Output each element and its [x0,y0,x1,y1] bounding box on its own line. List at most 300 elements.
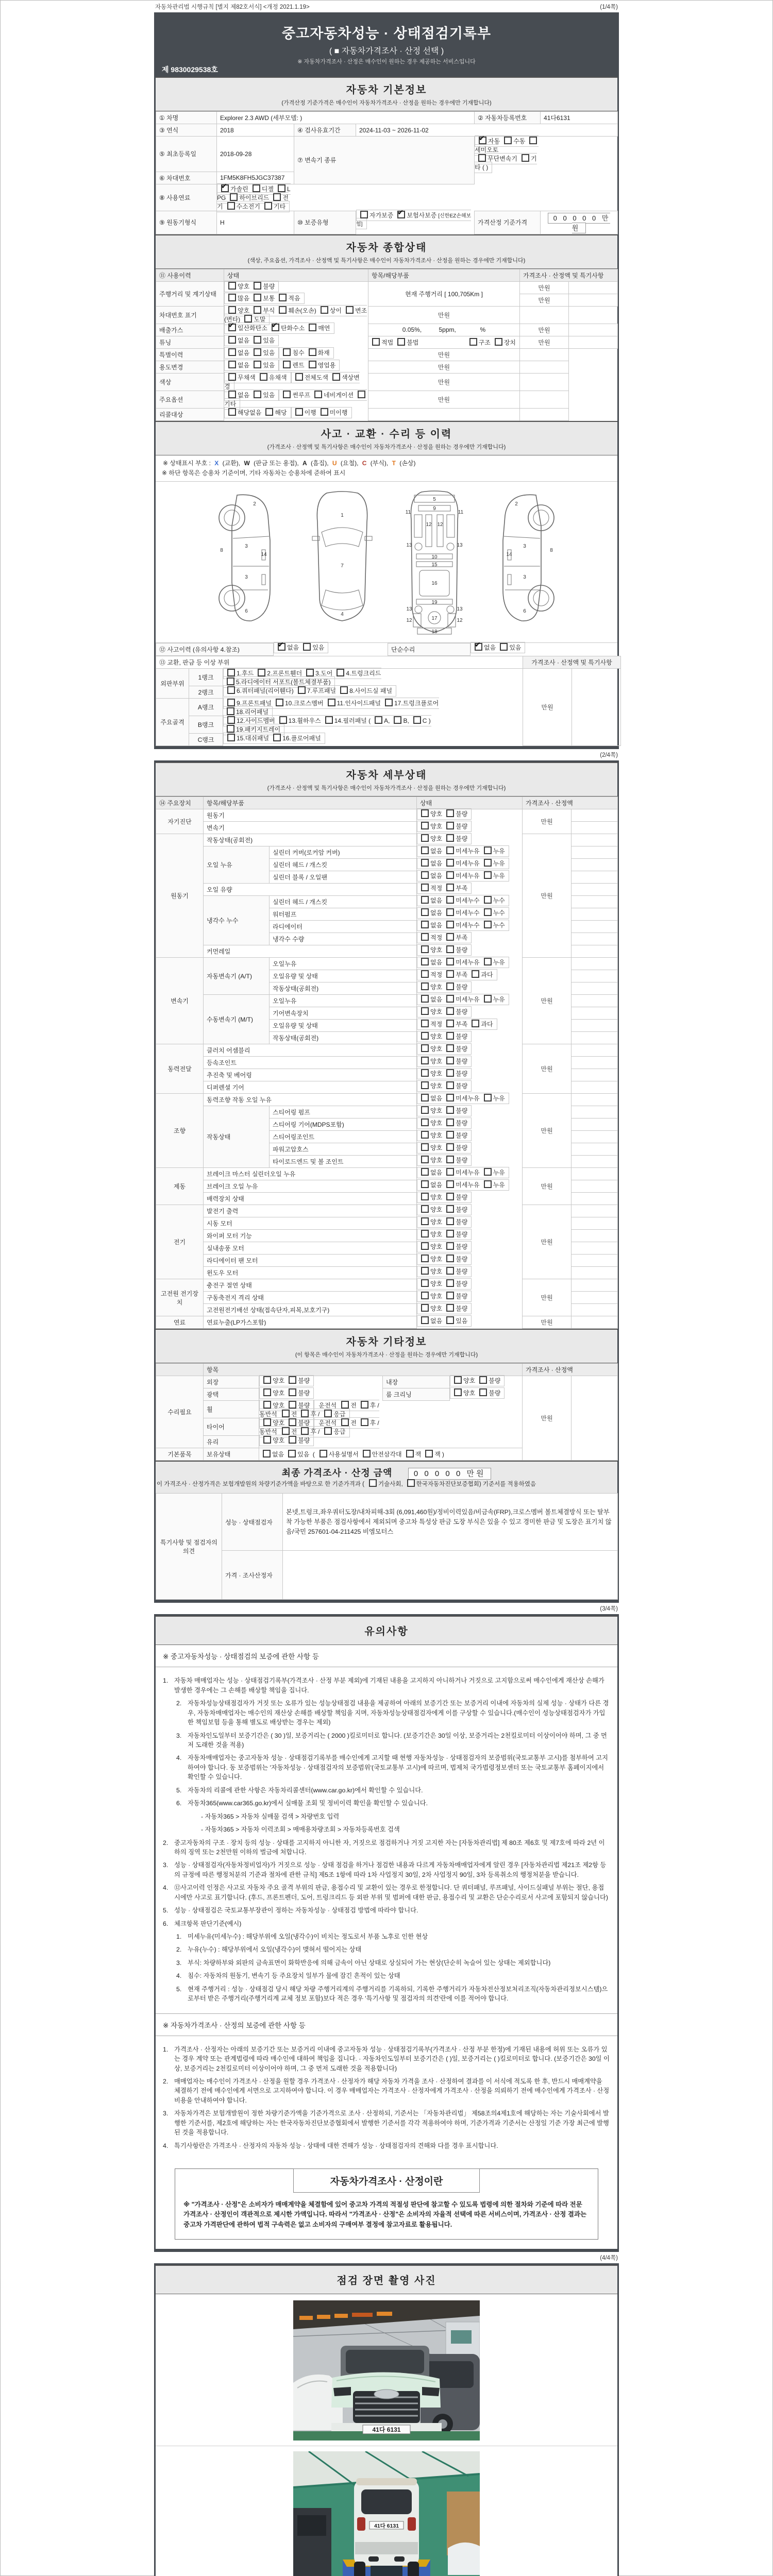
checkbox-label: 미세누유 [456,1168,480,1176]
checkbox-label: 양호 [430,983,443,991]
checkbox[interactable] [421,1044,429,1052]
checkbox[interactable] [446,1020,454,1027]
checkbox[interactable] [454,1376,462,1384]
checkbox-label: 미세누유 [456,1181,480,1189]
checkbox[interactable] [289,1376,296,1384]
checkbox-label: 양호 [430,1119,443,1127]
checkbox[interactable] [320,1450,327,1458]
checkbox[interactable] [421,846,429,854]
checkbox[interactable] [289,1418,296,1426]
checkbox[interactable] [421,958,429,965]
checkbox[interactable] [321,408,328,416]
checkbox[interactable] [263,1450,271,1458]
checkbox[interactable] [446,1205,454,1213]
checkbox[interactable] [325,716,333,724]
note-cell [572,1020,618,1032]
exterior-options [259,1375,314,1386]
item-label: 오일누유 [270,958,417,970]
legend-line-2: ※ 하단 항목은 승용차 기준이며, 기타 자동차는 승용차에 준하여 표시 [162,469,346,477]
checkbox[interactable] [421,1020,429,1027]
checkbox[interactable] [295,408,303,416]
checkbox[interactable] [228,294,236,301]
checkbox[interactable] [446,1156,454,1163]
checkbox[interactable] [324,1410,332,1417]
performance-inspector-opinion: 본넷,트렁크,좌우쿼터도장/내차피해-3회 (6,091,460원)/정비이력있음/비금속(FRP),크로스멤버 볼트체결방식 또는 탈부착 가능한 부품은 점검사항에서 제외되며 중고차 특성상 판금 도장 부식은 있을 수 있고 경미한 판금 및 도장은 표기치 않음/국민 257601-04-211425 비엠모터스 [283,1494,618,1551]
checkbox[interactable] [283,348,291,356]
checkbox[interactable] [484,995,492,1003]
checkbox-label: 없음 [430,909,443,917]
checkbox-label: 세미오토 [475,146,499,154]
checkbox[interactable] [314,391,322,398]
note-cell [569,294,618,306]
checkbox[interactable] [421,1131,429,1139]
checkbox[interactable] [454,1388,462,1396]
checkbox[interactable] [228,282,236,290]
checkbox[interactable] [228,324,236,331]
checkbox-label: 없음 [484,644,496,652]
checkbox[interactable] [253,184,260,192]
checkbox[interactable] [346,306,354,314]
checkbox[interactable] [484,846,492,854]
checkbox[interactable] [260,373,267,381]
checkbox[interactable] [298,686,306,694]
checkbox[interactable] [421,1304,429,1312]
checkbox[interactable] [264,202,272,210]
checkbox[interactable] [258,669,265,676]
checkbox[interactable] [254,294,261,301]
text-token: (흠집), [309,459,330,467]
checkbox[interactable] [228,408,236,416]
checkbox[interactable] [446,1292,454,1299]
checkbox-label: 장치 [503,338,516,346]
checkbox-label: 불량 [456,1243,468,1250]
item-label: 등속조인트 [204,1057,417,1069]
checkbox[interactable] [446,921,454,928]
checkbox[interactable] [358,391,365,398]
checkbox[interactable] [227,725,234,733]
checkbox-label: 없음 [430,921,443,929]
checkbox[interactable] [425,1450,433,1458]
checkbox[interactable] [484,908,492,916]
checkbox[interactable] [263,1418,271,1426]
checkbox[interactable] [446,1279,454,1287]
checkbox[interactable] [276,699,283,706]
checkbox[interactable] [479,1376,487,1384]
checkbox[interactable] [283,361,291,368]
checkbox[interactable] [446,1267,454,1275]
checkbox[interactable] [446,982,454,990]
checkbox-label: 없음 [238,392,250,399]
checkbox[interactable] [328,699,335,706]
checkbox-label: 미세누유 [456,1094,480,1102]
checkbox[interactable] [475,643,482,651]
checkbox-label: 잭 [434,1451,441,1459]
checkbox[interactable] [227,699,235,706]
checkbox[interactable] [446,809,454,817]
checkbox[interactable] [421,1205,429,1213]
item-state-options [417,1155,472,1166]
price-cell: 만원 [523,1168,572,1205]
checkbox-label: 전기 [217,194,289,210]
checkbox[interactable] [446,1168,454,1176]
checkbox[interactable] [446,1193,454,1200]
checkbox-label: 있음 [297,1451,310,1459]
checkbox[interactable] [254,282,261,290]
price-survey-select-line: ( ■ 자동차가격조사 · 산정 선택 ) [329,47,444,56]
checkbox[interactable] [421,1094,429,1101]
checkbox[interactable] [446,1242,454,1250]
checkbox[interactable] [244,315,252,323]
checkbox[interactable] [421,871,429,879]
checkbox[interactable] [273,734,281,741]
checkbox[interactable] [446,933,454,941]
checkbox-label: 부족 [456,1020,468,1028]
note-cell [572,1007,618,1020]
checkbox[interactable] [472,970,479,978]
checkbox[interactable] [484,896,492,904]
checkbox-label: 기타 [224,400,237,408]
checkbox[interactable] [495,338,502,346]
diagram-part-number: 13 [406,542,412,548]
checkbox[interactable] [484,859,492,867]
checkbox[interactable] [522,154,529,162]
checkbox-label: 양호 [273,1419,285,1427]
checkbox[interactable] [446,1032,454,1040]
checkbox[interactable] [324,1427,332,1435]
checkbox-label: 탄화수소 [280,325,305,332]
checkbox-label: 부식 [263,307,275,314]
checkbox[interactable] [500,643,508,651]
diagram-part-number: 5 [433,496,436,502]
checkbox[interactable] [341,1418,349,1426]
checkbox[interactable] [421,809,429,817]
item-state-options [417,1241,472,1252]
checkbox-label: 양호 [430,1304,443,1312]
checkbox[interactable] [421,921,429,928]
accident-history-label: ⑫ 사고이력 (유의사항 4.참조) [156,643,274,655]
checkbox[interactable] [263,1401,271,1409]
inspector-opinion-table [156,1493,618,1600]
checkbox[interactable] [278,184,285,192]
checkbox[interactable] [469,338,477,346]
checkbox[interactable] [309,348,316,356]
item-label: 작동상태(공회전) [270,982,417,995]
checkbox[interactable] [421,1007,429,1015]
checkbox[interactable] [254,348,261,356]
checkbox[interactable] [397,338,405,346]
checkbox[interactable] [394,716,401,724]
checkbox[interactable] [254,306,261,314]
checkbox[interactable] [227,716,235,724]
checkbox[interactable] [421,1217,429,1225]
checkbox[interactable] [272,324,279,331]
checkbox-label: 미세누유 [456,958,480,966]
checkbox-label: 색상변경 [224,374,360,390]
checkbox[interactable] [309,324,316,331]
checkbox[interactable] [446,871,454,879]
item-state-options [417,957,509,968]
checkbox[interactable] [421,1081,429,1089]
checkbox[interactable] [421,834,429,842]
checkbox[interactable] [278,643,285,651]
checkbox[interactable] [446,945,454,953]
item-label: 오일유량 및 상태 [270,970,417,982]
checkbox[interactable] [446,896,454,904]
checkbox[interactable] [504,137,512,144]
checkbox[interactable] [421,1267,429,1275]
checkbox[interactable] [421,1193,429,1200]
checkbox[interactable] [263,1388,271,1396]
checkbox[interactable] [279,716,287,724]
checkbox[interactable] [484,1168,492,1176]
checkbox[interactable] [421,1292,429,1299]
checkbox[interactable] [273,193,281,201]
checkbox[interactable] [227,686,235,694]
checkbox[interactable] [446,1255,454,1262]
checkbox[interactable] [478,154,486,162]
checkbox-label: 불량 [456,1206,468,1213]
checkbox[interactable] [421,822,429,829]
checkbox[interactable] [421,945,429,953]
simple-repair-label: 단순수리 [388,643,470,655]
checkbox[interactable] [282,1427,290,1435]
checkbox[interactable] [446,884,454,891]
checkbox[interactable] [421,1118,429,1126]
checkbox[interactable] [295,373,303,381]
checkbox[interactable] [446,995,454,1003]
checkbox-label: 없음 [238,337,250,344]
checkbox[interactable] [421,1230,429,1238]
checkbox[interactable] [421,933,429,941]
checkbox[interactable] [421,884,429,891]
reg-no-label: ② 자동차등록번호 [475,112,541,124]
checkbox[interactable] [421,1106,429,1114]
tuning-detail [368,336,520,348]
checkbox[interactable] [421,859,429,867]
diagram-part-number: 19 [431,599,438,605]
checkbox[interactable] [254,336,261,344]
col-state: 상태 [417,797,523,809]
checkbox[interactable] [227,707,234,715]
checkbox-label: 불량 [456,1193,468,1201]
checkbox[interactable] [446,1131,454,1139]
checkbox[interactable] [421,995,429,1003]
checkbox[interactable] [397,211,405,218]
checkbox[interactable] [375,716,382,724]
note-cell [572,982,618,995]
checkbox[interactable] [421,1143,429,1151]
checkbox[interactable] [446,859,454,867]
checkbox[interactable] [228,306,236,314]
checkbox[interactable] [446,1106,454,1114]
rank2-label: 2랭크 [189,686,223,699]
checkbox[interactable] [372,338,380,346]
item-state-options [417,833,472,844]
checkbox[interactable] [446,958,454,965]
item-state-options [417,994,509,1005]
device-group-label: 자기진단 [156,809,204,834]
notice-item: 4. 특기사항란은 가격조사 · 산정자의 자동차 성능 · 상태에 대한 견해가 성능 · 상태점검자의 견해와 다를 경우 표시합니다. [163,2142,498,2149]
checkbox[interactable] [446,834,454,842]
checkbox[interactable] [446,970,454,978]
checkbox[interactable] [446,1057,454,1064]
checkbox[interactable] [227,202,235,210]
checkbox[interactable] [385,699,393,706]
checkbox[interactable] [361,1418,368,1426]
checkbox[interactable] [228,373,236,381]
page-marker-2: (2/4쪽) [600,752,618,759]
checkbox[interactable] [421,982,429,990]
checkbox[interactable] [288,1450,296,1458]
diagram-part-number: 8 [220,547,223,553]
checkbox-label: 침수 [292,349,305,357]
note-cell [572,834,618,846]
checkbox[interactable] [421,1242,429,1250]
checkbox[interactable] [421,908,429,916]
checkbox[interactable] [301,1427,309,1435]
checkbox[interactable] [279,294,287,301]
checkbox-label: 4.트렁크리드 [346,669,381,677]
checkbox[interactable] [369,1479,377,1487]
checkbox[interactable] [282,1410,290,1417]
checkbox[interactable] [446,1180,454,1188]
checkbox[interactable] [479,137,486,144]
checkbox[interactable] [413,716,421,724]
checkbox[interactable] [446,1316,454,1324]
checkbox[interactable] [484,921,492,928]
checkbox[interactable] [484,958,492,965]
text-token: X [214,459,219,467]
checkbox[interactable] [361,1401,368,1409]
checkbox[interactable] [421,1316,429,1324]
checkbox[interactable] [421,1156,429,1163]
checkbox[interactable] [306,669,314,676]
checkbox[interactable] [446,1044,454,1052]
checkbox[interactable] [446,1118,454,1126]
item-label: 윈도우 모터 [204,1267,417,1279]
checkbox[interactable] [254,361,261,368]
notice-item: 4. 자동차매매업자는 중고자동차 성능 · 상태점검기록부를 매수인에게 고지할 때 현행 자동차성능 · 상태점검자의 보증범위(국토교통부 고시)를 첨부하여 고지하여야 합니다. 동 보증범위는 '자동차성능 · 상태점검자의 보증범위'(국토교통부 고시)에 따르며, 법제처 국가법령정보센터 또는 국토교통부 홈페이지에서 확인할 수 있습니다. [176,1754,608,1781]
checkbox-label: 적음 [288,295,300,302]
checkbox[interactable] [360,211,368,218]
checkbox[interactable] [301,1410,309,1417]
checkbox-label: 적정 [430,934,443,941]
checkbox[interactable] [265,408,273,416]
checkbox[interactable] [303,643,311,651]
definition-box-text: ※ "가격조사 · 산정"은 소비자가 매매계약을 체결함에 있어 중고차 가격의 적절성 판단에 참고할 수 있도록 법령에 의한 절차와 기준에 따라 전문 가격조사 · 산정인이 객관적으로 제시한 가액입니다. 따라서 "가격조사 · 산정"은 소비자의 자율적 선택에 따른 서비스이며, 가격조사 · 산정 결과는 중고차 가격판단에 관하여 법적 구속력은 없고 소비자의 구매여부 결정에 참고자료로 활용됩니다. [183,2201,587,2228]
checkbox[interactable] [332,373,340,381]
checkbox[interactable] [529,137,537,144]
checkbox[interactable] [446,1304,454,1312]
checkbox[interactable] [421,970,429,978]
checkbox[interactable] [421,1032,429,1040]
checkbox[interactable] [446,1069,454,1077]
basic-items-label: 기본품목 [156,1448,204,1461]
mileage-amount-options [224,293,305,304]
checkbox[interactable] [228,361,236,368]
checkbox[interactable] [321,306,328,314]
checkbox[interactable] [421,1057,429,1064]
diagram-part-number: 14 [261,551,267,557]
checkbox[interactable] [446,1081,454,1089]
checkbox[interactable] [407,1479,415,1487]
checkbox[interactable] [446,1007,454,1015]
text-token: A [303,459,307,467]
checkbox[interactable] [227,677,234,685]
checkbox[interactable] [446,1230,454,1238]
engine-type-value: H [217,211,294,234]
checkbox[interactable] [230,193,238,201]
checkbox[interactable] [421,1180,429,1188]
checkbox[interactable] [283,391,291,398]
checkbox-label: 자가보증 [369,212,394,219]
checkbox[interactable] [446,846,454,854]
basic-info-header [156,77,617,111]
checkbox[interactable] [289,1388,296,1396]
item-state-options [417,1056,472,1067]
checkbox[interactable] [227,734,235,741]
checkbox[interactable] [446,908,454,916]
checkbox[interactable] [289,1436,296,1444]
checkbox[interactable] [309,361,316,368]
base-price-label: 가격산정 기준가격 [475,211,541,234]
checkbox[interactable] [341,1401,349,1409]
checkbox[interactable] [263,1376,271,1384]
item-state-options [417,1105,472,1116]
checkbox[interactable] [363,1450,371,1458]
checkbox[interactable] [484,1180,492,1188]
checkbox[interactable] [279,306,287,314]
first-registration-value: 2018-09-28 [217,137,294,172]
checkbox[interactable] [227,669,235,676]
text-token: (요철), [339,459,360,467]
checkbox[interactable] [421,1069,429,1077]
item-state-options [417,932,472,943]
checkbox-label: 없음 [430,847,443,855]
checkbox[interactable] [263,1436,271,1444]
checkbox[interactable] [472,1020,479,1027]
checkbox-label: 부족 [456,934,468,941]
item-state-options [417,1080,472,1092]
checkbox[interactable] [254,391,261,398]
checkbox[interactable] [446,1217,454,1225]
checkbox[interactable] [446,1143,454,1151]
checkbox[interactable] [289,1401,296,1409]
checkbox[interactable] [337,669,344,676]
car-diagram-right-side [491,489,559,627]
checkbox[interactable] [421,1255,429,1262]
checkbox[interactable] [228,336,236,344]
checkbox[interactable] [228,348,236,356]
checkbox[interactable] [446,1094,454,1101]
checkbox-label: 부족 [456,884,468,892]
section-title: 점검 장면 촬영 사진 [337,2275,436,2287]
checkbox[interactable] [340,686,348,694]
panel-exchange-table [156,656,621,747]
checkbox[interactable] [484,1094,492,1101]
checkbox[interactable] [446,822,454,829]
checkbox[interactable] [484,871,492,879]
checkbox-label: 썬루프 [292,392,311,399]
checkbox[interactable] [421,896,429,904]
checkbox[interactable] [221,184,229,192]
checkbox[interactable] [421,1279,429,1287]
checkbox[interactable] [421,1168,429,1176]
checkbox[interactable] [228,391,236,398]
checkbox[interactable] [479,1388,487,1396]
checkbox[interactable] [406,1450,414,1458]
diagram-part-number: 11 [405,509,411,515]
